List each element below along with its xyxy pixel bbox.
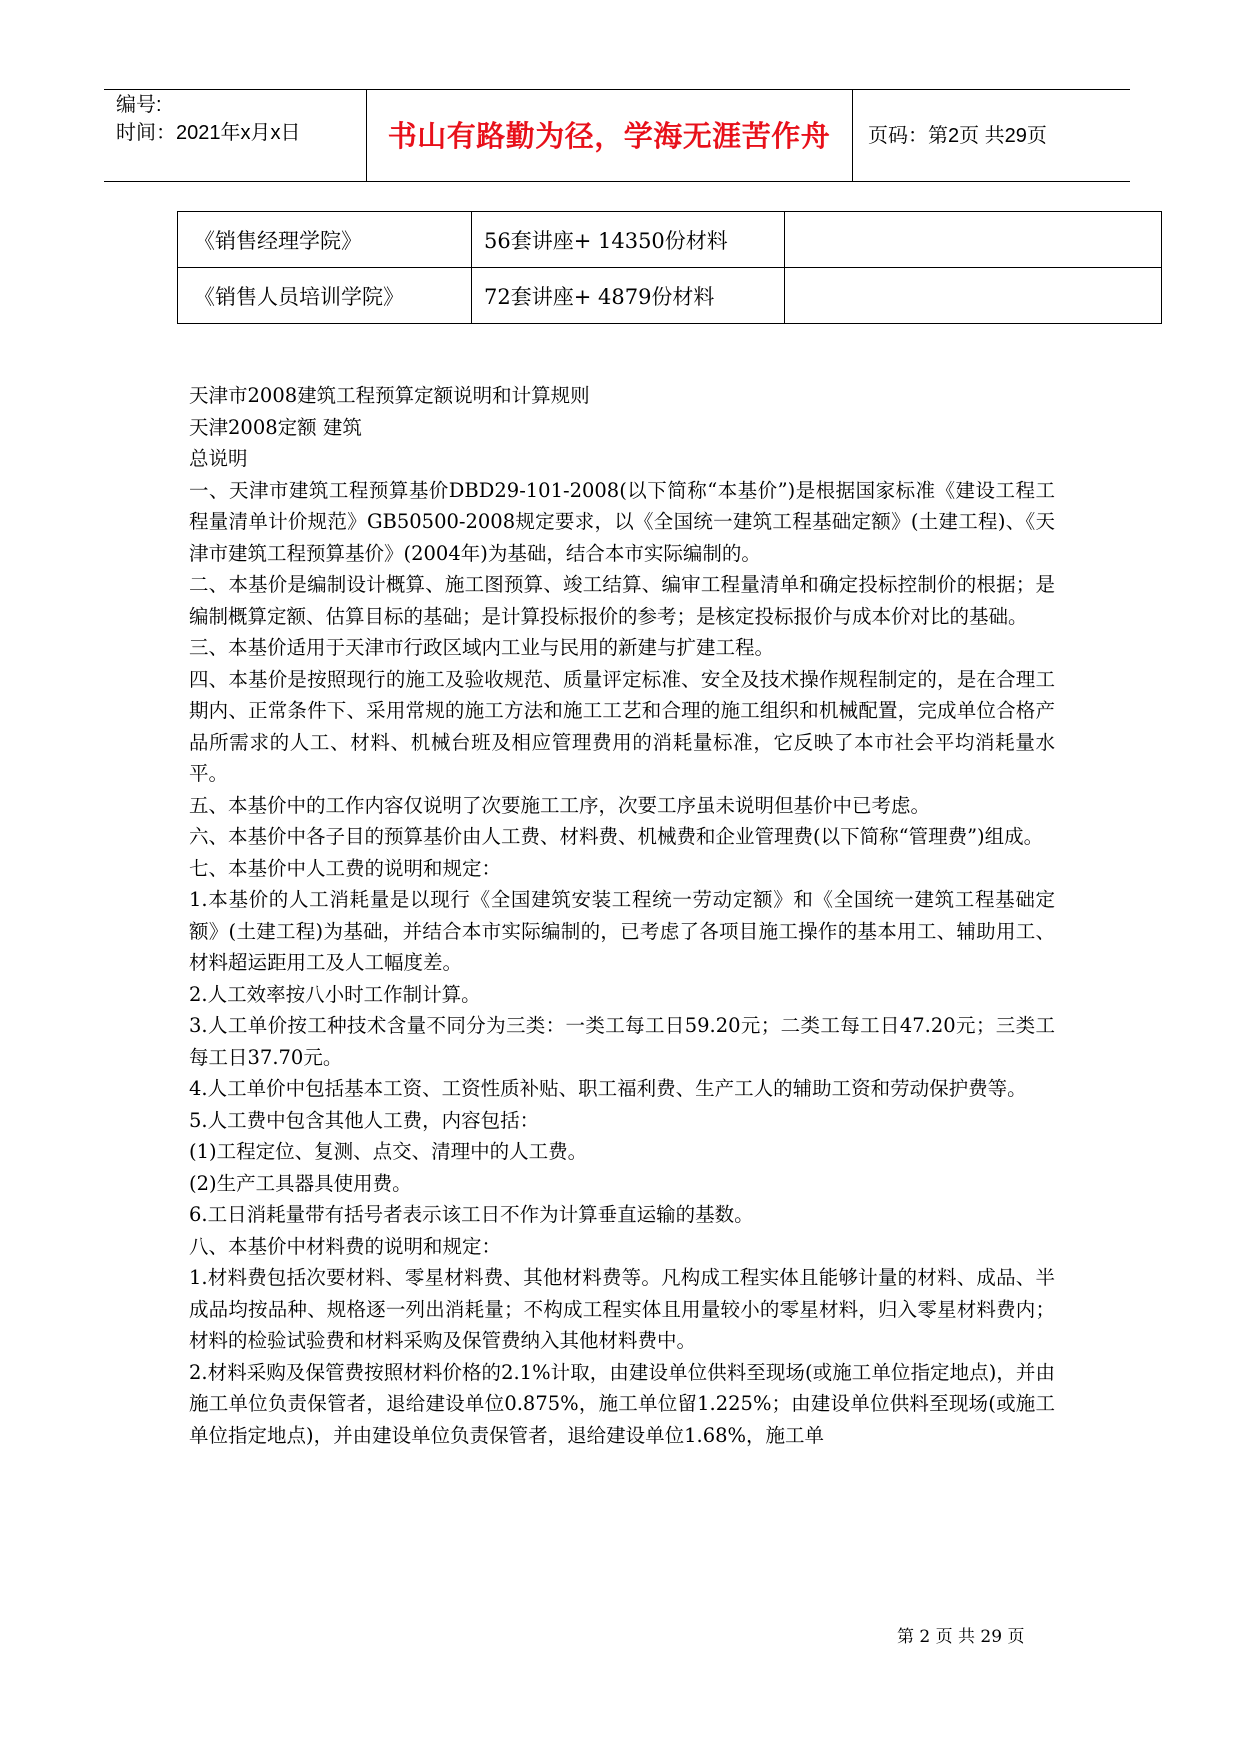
document-time-label: 时间：2021年x月x日 [116, 122, 301, 144]
paragraph: 2.材料采购及保管费按照材料价格的2.1%计取，由建设单位供料至现场(或施工单位指定地点)，并由施工单位负责保管者，退给建设单位0.875%，施工单位留1.225%；由建设单位供料至现场(或施工单位指定地点)，并由建设单位负责保管者，退给建设单位1.68%，施工单 [189, 1360, 1055, 1447]
paragraph: (1)工程定位、复测、点交、清理中的人工费。 [189, 1140, 588, 1163]
paragraph: 二、本基价是编制设计概算、施工图预算、竣工结算、编审工程量清单和确定投标控制价的根据；是编制概算定额、估算目标的基础；是计算投标报价的参考；是核定投标报价与成本价对比的基础。 [189, 573, 1055, 628]
paragraph: (2)生产工具器具使用费。 [189, 1171, 412, 1195]
header-divider-right [852, 89, 853, 181]
course-table [177, 211, 1162, 324]
doc-subtitle: 天津2008定额 建筑 [189, 415, 362, 439]
paragraph: 三、本基价适用于天津市行政区域内工业与民用的新建与扩建工程。 [189, 636, 775, 659]
table-row [178, 212, 1162, 268]
paragraph: 一、天津市建筑工程预算基价DBD29-101-2008(以下简称“本基价”)是根据国家标准《建设工程工程量清单计价规范》GB50500-2008规定要求，以《全国统一建筑工程基础定额》(土建工程)、《天津市建筑工程预算基价》(2004年)为基础，结合本市实际编制的。 [189, 478, 1055, 565]
table-cell-empty [785, 212, 1162, 268]
table-cell-content: 56套讲座+ 14350份材料 [472, 212, 785, 268]
paragraph: 6.工日消耗量带有括号者表示该工日不作为计算垂直运输的基数。 [189, 1203, 754, 1226]
header-top-rule [104, 89, 1130, 90]
paragraph: 四、本基价是按照现行的施工及验收规范、质量评定标准、安全及技术操作规程制定的，是在合理工期内、正常条件下、采用常规的施工方法和施工工艺和合理的施工组织和机械配置，完成单位合格产品所需求的人工、材料、机械台班及相应管理费用的消耗量标准，它反映了本市社会平均消耗量水平。 [189, 667, 1055, 785]
table-cell-content: 72套讲座+ 4879份材料 [472, 268, 785, 324]
table-cell-empty [785, 268, 1162, 324]
document-number-label: 编号: [116, 94, 162, 116]
header-motto: 书山有路勤为径，学海无涯苦作舟 [387, 119, 831, 153]
paragraph: 3.人工单价按工种技术含量不同分为三类：一类工每工日59.20元；二类工每工日47.20元；三类工每工日37.70元。 [189, 1014, 1055, 1069]
page-footer: 第 2 页 共 29 页 [897, 1627, 1025, 1647]
paragraph: 5.人工费中包含其他人工费，内容包括： [189, 1108, 540, 1132]
paragraph: 七、本基价中人工费的说明和规定： [189, 856, 502, 880]
paragraph: 1.材料费包括次要材料、零星材料费、其他材料费等。凡构成工程实体且能够计量的材料、成品、半成品均按品种、规格逐一列出消耗量；不构成工程实体且用量较小的零星材料，归入零星材料费内；材料的检验试验费和材料采购及保管费纳入其他材料费中。 [189, 1266, 1055, 1352]
doc-title: 天津市2008建筑工程预算定额说明和计算规则 [189, 384, 590, 407]
table-cell-title: 《销售人员培训学院》 [178, 268, 472, 324]
header-page-label: 页码：第2页 共29页 [868, 125, 1047, 147]
paragraph: 五、本基价中的工作内容仅说明了次要施工工序，次要工序虽未说明但基价中已考虑。 [189, 793, 931, 817]
paragraph: 六、本基价中各子目的预算基价由人工费、材料费、机械费和企业管理费(以下简称“管理费”)组成。 [189, 825, 1044, 848]
document-body [189, 380, 1055, 1451]
paragraph: 1.本基价的人工消耗量是以现行《全国建筑安装工程统一劳动定额》和《全国统一建筑工程基础定额》(土建工程)为基础，并结合本市实际编制的，已考虑了各项目施工操作的基本用工、辅助用工、材料超运距用工及人工幅度差。 [189, 888, 1055, 974]
paragraph: 八、本基价中材料费的说明和规定： [189, 1234, 502, 1258]
header-bottom-rule [104, 181, 1130, 182]
header-meta [116, 91, 301, 147]
paragraph: 2.人工效率按八小时工作制计算。 [189, 982, 481, 1006]
table-row [178, 268, 1162, 324]
section-heading: 总说明 [189, 447, 248, 470]
paragraph: 4.人工单价中包括基本工资、工资性质补贴、职工福利费、生产工人的辅助工资和劳动保护费等。 [189, 1077, 1027, 1100]
table-cell-title: 《销售经理学院》 [178, 212, 472, 268]
